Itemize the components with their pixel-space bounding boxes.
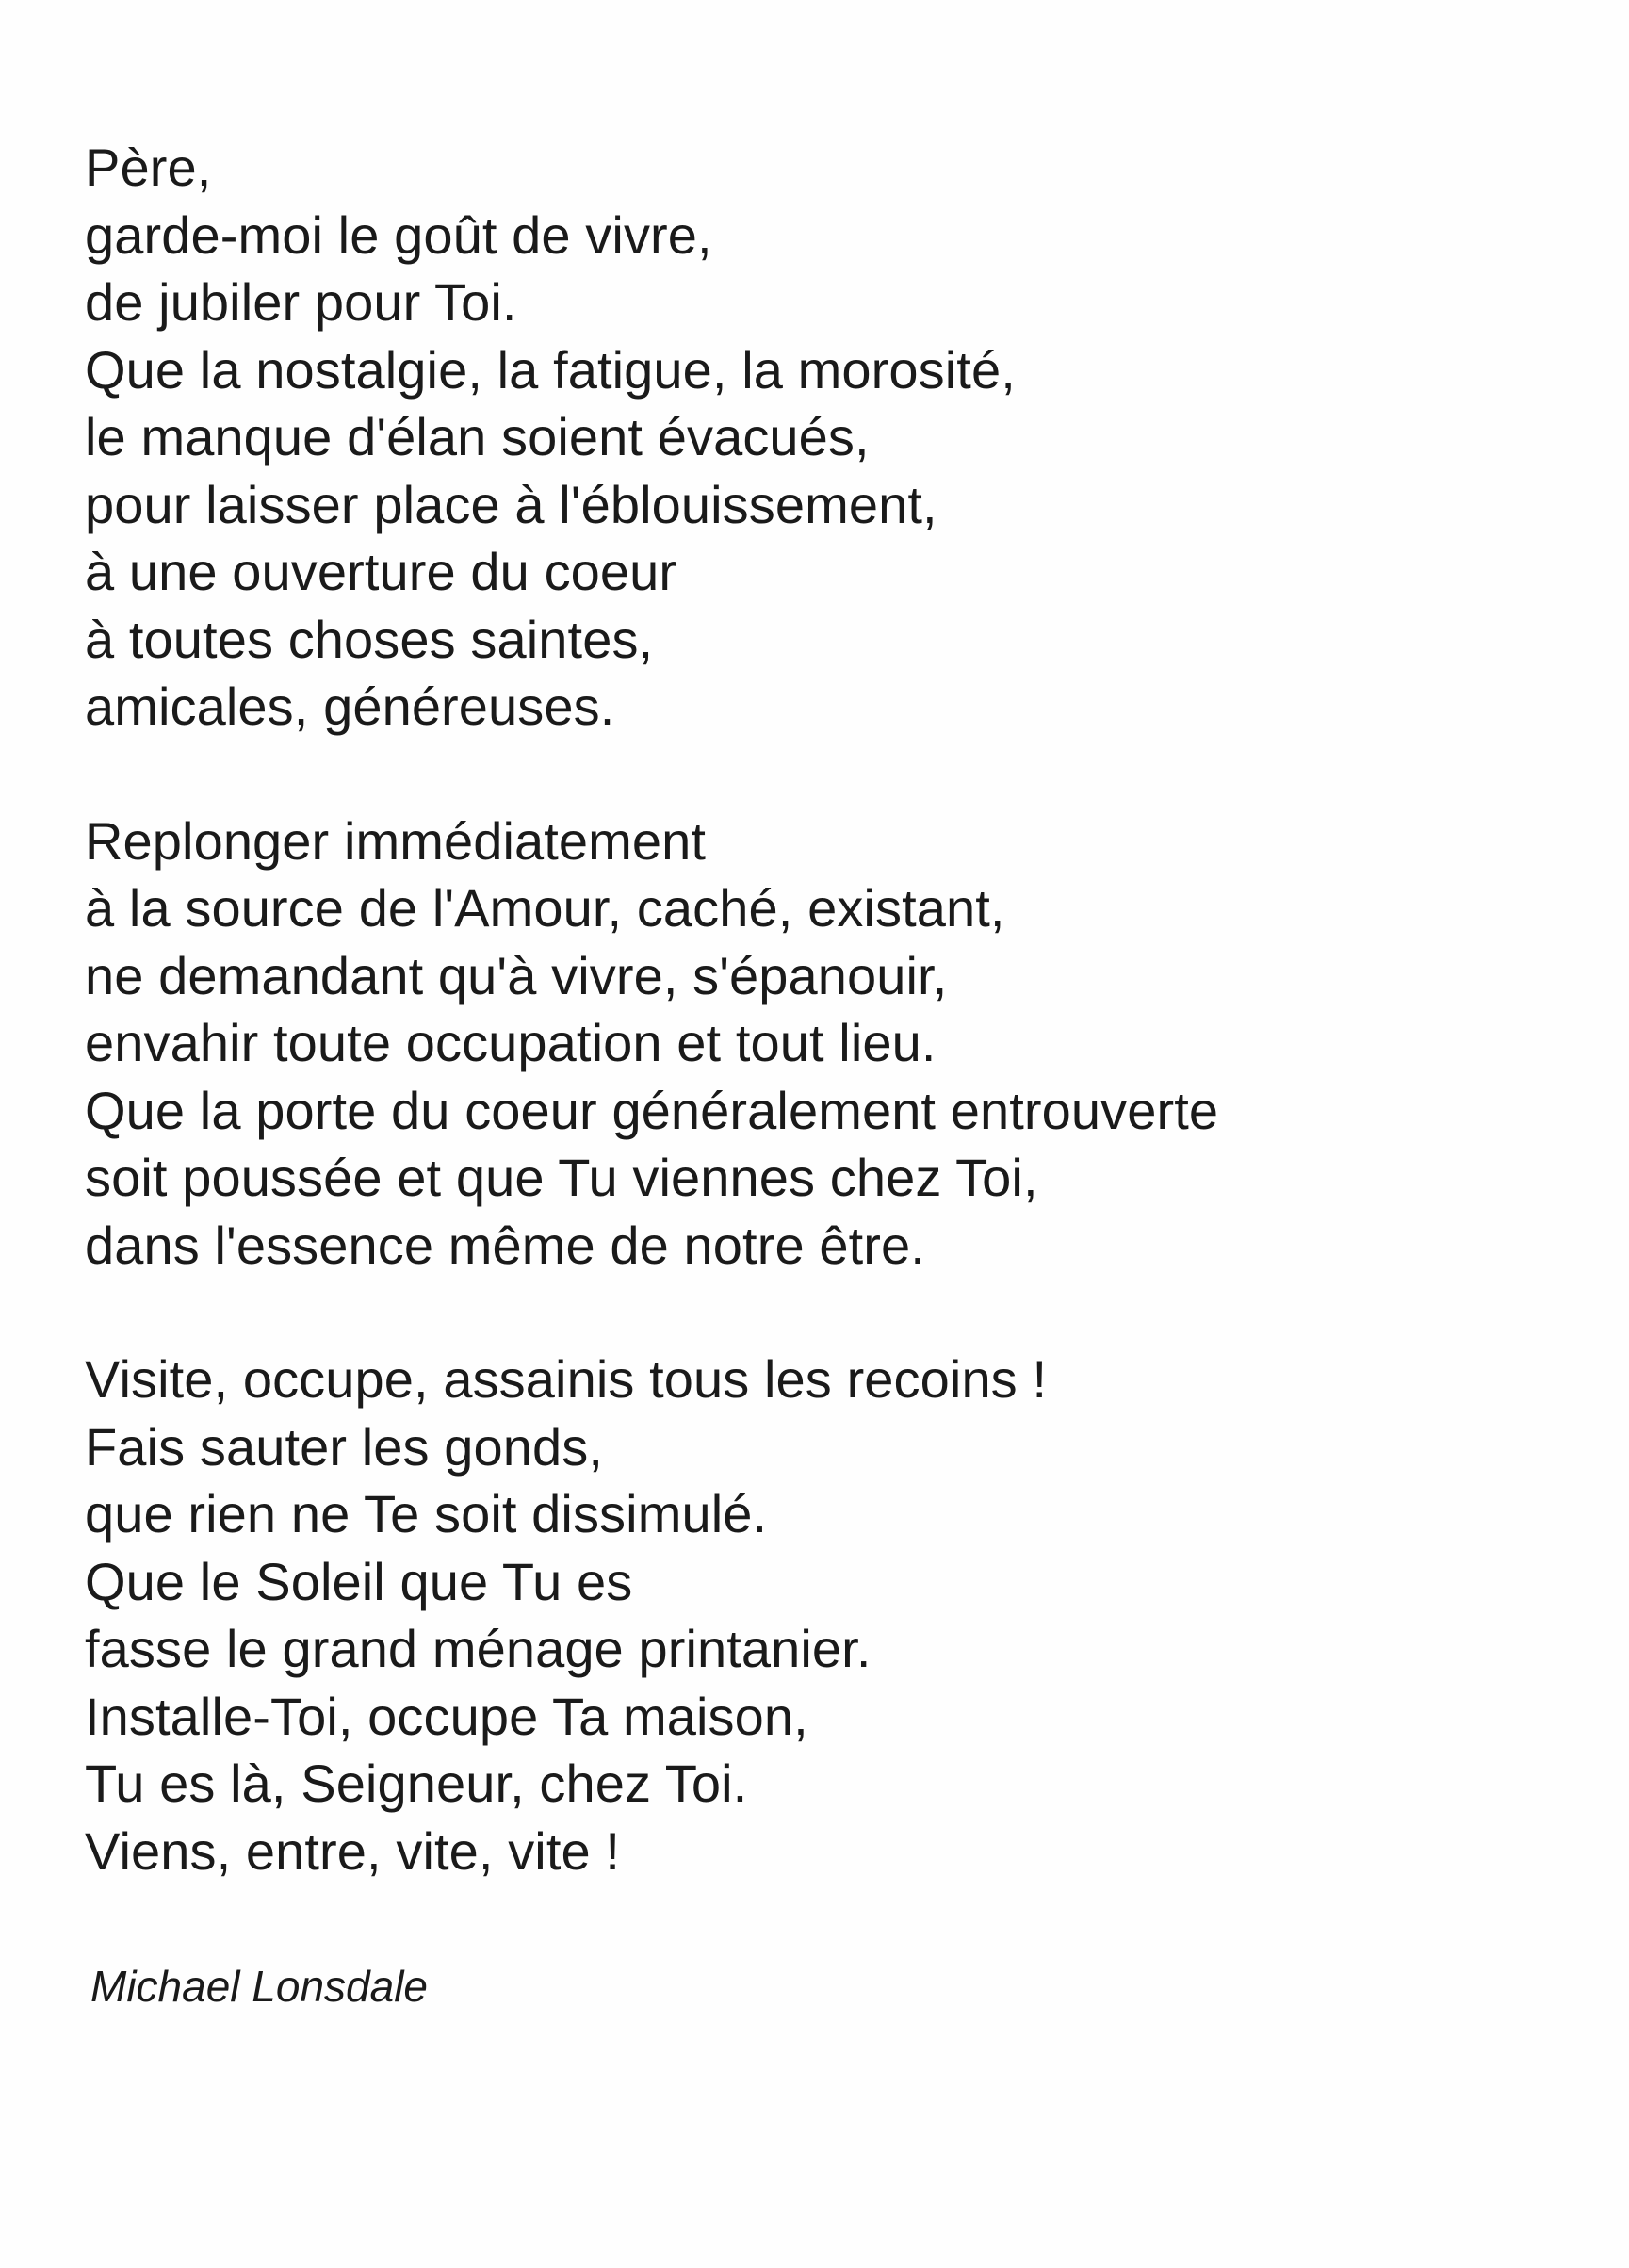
stanza-3 [85,1346,1555,1885]
poem-line: amicales, généreuses. [85,677,615,736]
poem-line: Installe-Toi, occupe Ta maison, [85,1686,808,1746]
poem-line: garde-moi le goût de vivre, [85,204,712,265]
poem-line: Que le Soleil que Tu es [85,1551,633,1611]
poem-line: ne demandant qu'à vivre, s'épanouir, [85,945,948,1005]
poem-line: que rien ne Te soit dissimulé. [85,1484,768,1543]
author-signature: Michael Lonsdale [90,1962,429,2011]
poem-line: à une ouverture du coeur [85,542,677,601]
poem-line: Père, [85,138,212,197]
stanza-2 [85,808,1555,1280]
poem-line: pour laisser place à l'éblouissement, [85,474,937,534]
poem-line: Que la nostalgie, la fatigue, la morosité, [85,339,1016,400]
poem-line: Tu es là, Seigneur, chez Toi. [85,1754,748,1813]
poem-line: le manque d'élan soient évacués, [85,407,870,466]
poem-line: à la source de l'Amour, caché, existant, [85,878,1005,938]
poem-line: à toutes choses saintes, [85,609,654,669]
poem-line: Replonger immédiatement [85,810,707,871]
stanza-1 [85,134,1555,741]
poem-line: fasse le grand ménage printanier. [85,1619,872,1678]
poem-line: soit poussée et que Tu viennes chez Toi, [85,1148,1038,1207]
poem-line: Fais sauter les gonds, [85,1416,604,1477]
poem-line: Visite, occupe, assainis tous les recoins ! [85,1349,1048,1409]
poem-line: dans l'essence même de notre être. [85,1215,925,1275]
poem-body [85,134,1555,1885]
poem-line: Viens, entre, vite, vite ! [85,1820,621,1881]
poem-line: de jubiler pour Toi. [85,272,517,332]
poem-line: envahir toute occupation et tout lieu. [85,1013,937,1072]
poem-line: Que la porte du coeur généralement entrouverte [85,1080,1219,1140]
